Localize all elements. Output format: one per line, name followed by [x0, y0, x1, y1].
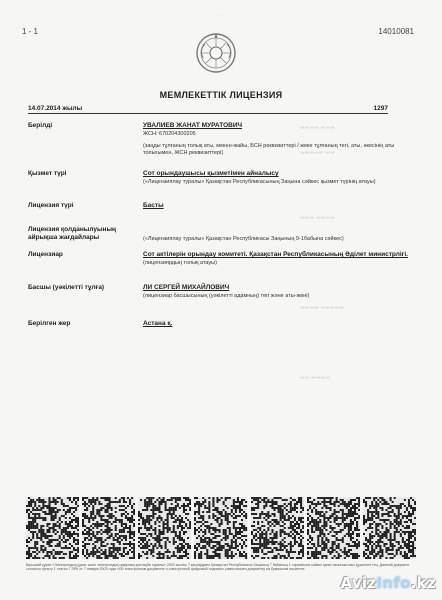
- ghost-text: · · · · · · ·: [200, 12, 225, 19]
- activity-value: Сот орындаушысы қызметімен айналысу: [143, 170, 279, 177]
- document-title: МЕМЛЕКЕТТІК ЛИЦЕНЗИЯ: [159, 90, 283, 100]
- qr-code-icon: [363, 497, 416, 559]
- head-value: ЛИ СЕРГЕЙ МИХАЙЛОВИЧ: [143, 284, 230, 291]
- ghost-text: ▬▬ ▬▬▬▬: [300, 375, 330, 381]
- field-note: («Лицензиялау туралы» Қазақстан Республикасының Заңына сәйкес қызмет түрінің атауы): [143, 178, 376, 185]
- issue-date: 14.07.2014 жылы: [28, 105, 83, 112]
- field-label: Басшы (уәкілетті тұлға): [28, 284, 105, 291]
- qr-code-icon: [26, 497, 79, 559]
- place-value: Астана қ.: [143, 320, 173, 327]
- license-number: 1297: [373, 105, 388, 112]
- field-label: Берілді: [28, 122, 53, 129]
- ghost-text: ▬▬▬▬▬ ▬▬: [300, 150, 335, 156]
- document-number: 14010081: [378, 27, 414, 36]
- licensor-value: Сот актілерін орындау комитеті. Қазақстан Республикасының Әділет министрлігі.: [143, 251, 408, 258]
- field-label: Қызмет түрі: [28, 170, 67, 177]
- qr-code-icon: [307, 497, 360, 559]
- qr-code-icon: [194, 497, 247, 559]
- field-label: Лицензиар: [28, 251, 63, 258]
- license-type-value: Басты: [143, 202, 164, 209]
- barcode-strip: [26, 497, 416, 559]
- qr-code-icon: [251, 497, 304, 559]
- holder-name: УВАЛИЕВ ЖАНАТ МУРАТОВИЧ: [143, 122, 243, 129]
- ghost-text: ▬▬▬▬ ▬▬▬: [300, 125, 335, 131]
- ghost-text: ▬▬▬▬ ▬▬▬▬▬: [300, 305, 345, 311]
- field-note: (заңды тұлғаның толық аты, мекен-жайы, БСН реквизиттері / жеке тұлғаның тегі, аты, әкесінің аты толығымен, ЖСН реквизиттері): [143, 142, 395, 156]
- footer-legal-text: Бірыңғай құжат «Электрондық құжат және электрондық цифрлық қолтаңба туралы» 2003 жылғы 7 қаңтардағы Қазақстан Республикасы Заңының 7 бабының 1 тармағына сәйкес қағаз тасығыштағы құжатпен тең. Данный документ согласно пункту 1 статьи 7 ЗРК от 7 января 2003 года «Об электронном документе и электронной цифровой подписи» равнозначен документу на бумажном носителе.: [26, 563, 410, 572]
- watermark-part: .kz: [410, 574, 436, 592]
- date-number-line: [28, 103, 388, 114]
- field-note: (лицензиар басшысының (уәкілетті адамның) тегі және аты-жөні): [143, 292, 310, 299]
- page-counter: 1 - 1: [22, 27, 39, 36]
- qr-code-icon: [138, 497, 191, 559]
- holder-iin: ЖСН: 670204300205: [143, 130, 196, 137]
- state-emblem-icon: [195, 32, 237, 74]
- field-note: («Лицензиялау туралы» Қазақстан Республикасы Заңының 9-1бабына сәйкес): [143, 236, 344, 242]
- watermark-part: Aviz: [340, 574, 377, 592]
- watermark-part: Info: [376, 574, 411, 592]
- ghost-text: ▬▬▬ ▬▬▬▬: [300, 215, 335, 221]
- qr-code-icon: [82, 497, 135, 559]
- field-note: (лицензиярдың толық атауы): [143, 259, 217, 266]
- field-label: Берілген жер: [28, 320, 71, 327]
- watermark-logo: [340, 574, 436, 592]
- field-label: Лицензия түрі: [28, 202, 74, 209]
- field-label: Лицензия қолданылуының айрықша жағдайлары: [28, 226, 116, 241]
